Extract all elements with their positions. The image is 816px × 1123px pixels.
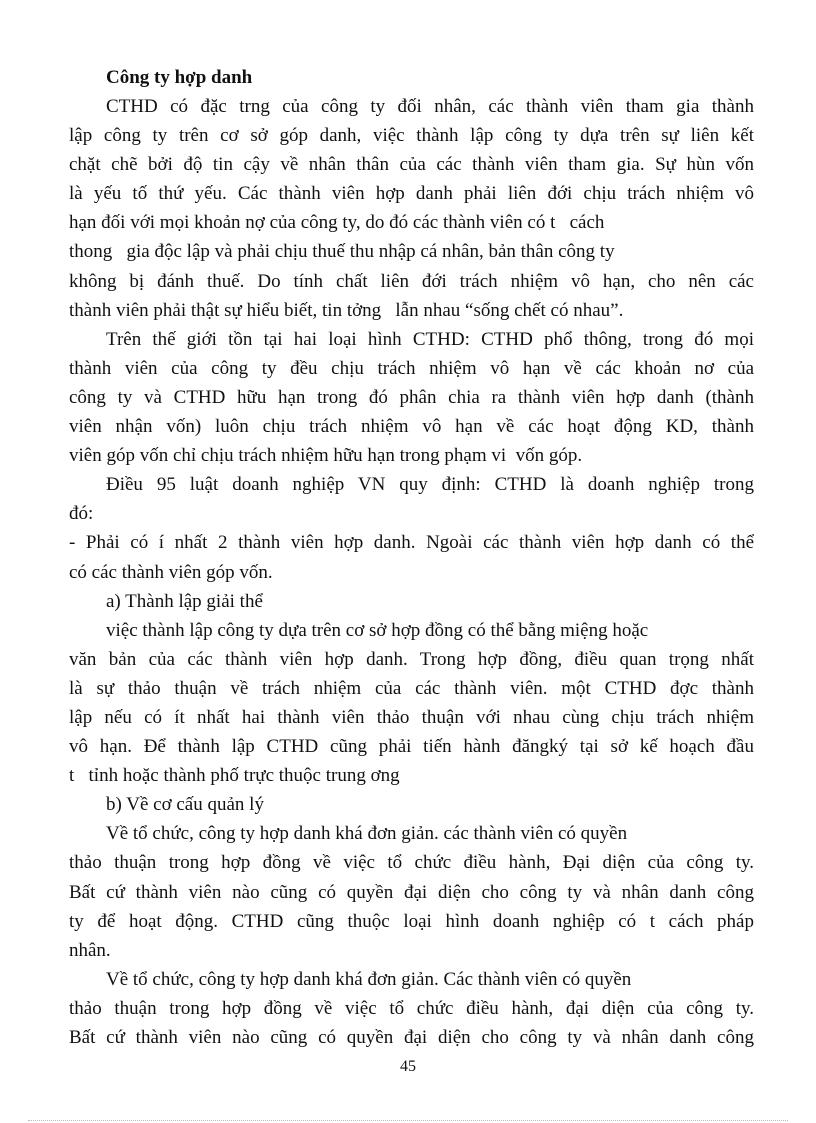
section-heading: Công ty hợp danh [106, 67, 253, 88]
text-line: viên nhận vốn) luôn chịu trách nhiệm vô hạn về các hoạt động KD, thành [69, 416, 754, 438]
text-line: t tỉnh hoặc thành phố trực thuộc trung ơng [69, 765, 400, 787]
text-line: đó: [69, 503, 94, 525]
text-line: Điều 95 luật doanh nghiệp VN quy định: CTHD là doanh nghiệp trong [106, 474, 754, 496]
text-line: b) Về cơ cấu quản lý [106, 794, 264, 816]
text-line: nhân. [69, 939, 111, 961]
text-line: Bất cứ thành viên nào cũng có quyền đại diện cho công ty và nhân danh công [69, 1027, 754, 1048]
text-line: viên góp vốn chỉ chịu trách nhiệm hữu hạn trong phạm vi vốn góp. [69, 445, 583, 467]
text-line: văn bản của các thành viên hợp danh. Trong hợp đồng, điều quan trọng nhất [69, 648, 754, 670]
text-line: Về tổ chức, công ty hợp danh khá đơn giản. các thành viên có quyền [106, 823, 628, 845]
body-text [69, 92, 754, 1052]
text-line: việc thành lập công ty dựa trên cơ sở hợp đồng có thể bằng miệng hoặc [106, 619, 649, 641]
text-line: thảo thuận trong hợp đồng về việc tổ chức điều hành, đại diện của công ty. [69, 997, 754, 1019]
text-line: thành viên của công ty đều chịu trách nhiệm vô hạn về các khoản nơ của [69, 357, 754, 379]
text-line: thong gia độc lập và phải chịu thuế thu nhập cá nhân, bản thân công ty [69, 241, 615, 263]
text-line: ty để hoạt động. CTHD cũng thuộc loại hình doanh nghiệp có t cách pháp [69, 910, 754, 932]
text-line: không bị đánh thuế. Do tính chất liên đới trách nhiệm vô hạn, cho nên các [69, 270, 754, 292]
text-line: lập công ty trên cơ sở góp danh, việc thành lập công ty dựa trên sự liên kết [69, 125, 754, 147]
text-line: CTHD có đặc trng của công ty đối nhân, các thành viên tham gia thành [106, 96, 754, 117]
text-line: vô hạn. Để thành lập CTHD cũng phải tiến hành đăngký tại sở kế hoạch đầu [69, 736, 754, 758]
text-line: Trên thế giới tồn tại hai loại hình CTHD: CTHD phổ thông, trong đó mọi [106, 328, 754, 350]
text-line: là yếu tố thứ yếu. Các thành viên hợp danh phải liên đới chịu trách nhiệm vô [69, 183, 754, 205]
text-line: lập nếu có ít nhất hai thành viên thảo thuận với nhau cùng chịu trách nhiệm [69, 706, 754, 728]
text-line: thành viên phải thật sự hiểu biết, tin tởng lẫn nhau “sống chết có nhau”. [69, 299, 624, 321]
text-line: - Phải có í nhất 2 thành viên hợp danh. Ngoài các thành viên hợp danh có thể [69, 532, 754, 554]
text-line: Về tổ chức, công ty hợp danh khá đơn giản. Các thành viên có quyền [106, 968, 632, 990]
text-line: chặt chẽ bởi độ tin cậy về nhân thân của các thành viên tham gia. Sự hùn vốn [69, 154, 754, 176]
text-line: công ty và CTHD hữu hạn trong đó phân chia ra thành viên hợp danh (thành [69, 386, 754, 408]
text-line: a) Thành lập giải thể [106, 590, 263, 612]
text-line: Bất cứ thành viên nào cũng có quyền đại diện cho công ty và nhân danh công [69, 881, 754, 903]
text-line: có các thành viên góp vốn. [69, 561, 273, 583]
text-line: hạn đối với mọi khoản nợ của công ty, do đó các thành viên có t cách [69, 212, 605, 234]
text-line: thảo thuận trong hợp đồng về việc tổ chức điều hành, Đại diện của công ty. [69, 852, 754, 874]
footer-divider [28, 1120, 788, 1121]
text-line: là sự thảo thuận về trách nhiệm của các thành viên. một CTHD đợc thành [69, 677, 754, 699]
document-page [69, 64, 754, 1052]
page-number: 45 [400, 1058, 416, 1075]
